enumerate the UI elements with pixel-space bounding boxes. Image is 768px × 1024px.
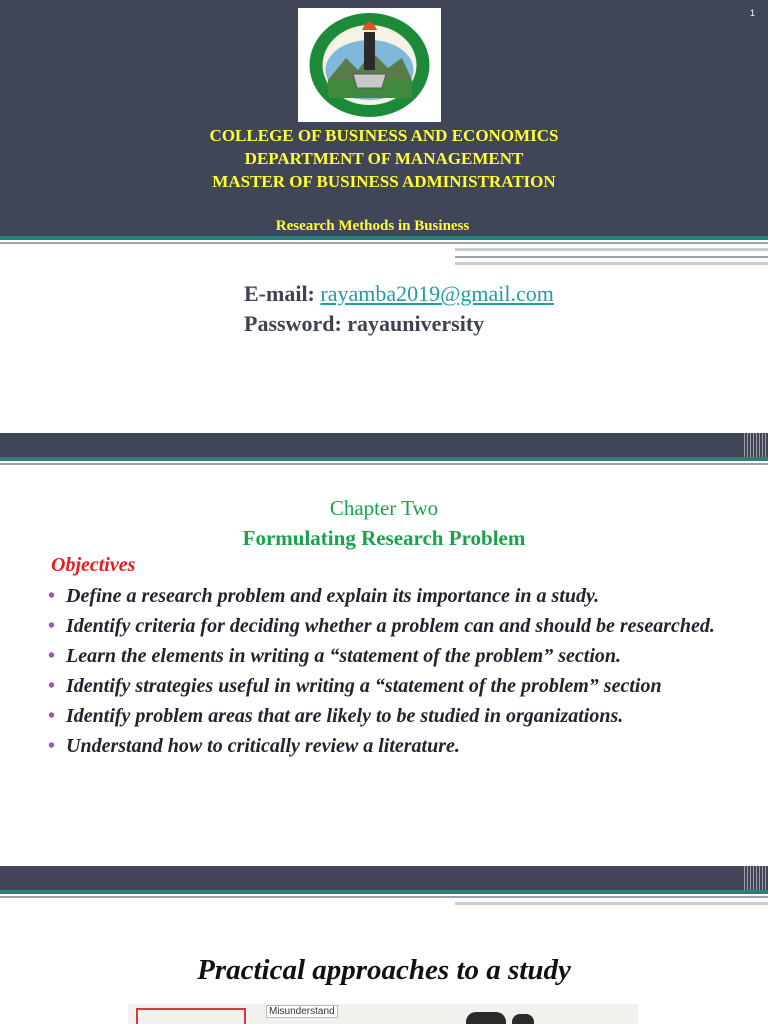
tick-decoration (744, 866, 768, 890)
divider-stripe (0, 896, 768, 898)
diagram-box (136, 1008, 246, 1024)
divider-stripe (455, 256, 768, 258)
diagram-label: Misunderstand (266, 1005, 338, 1018)
objectives-list (48, 583, 723, 763)
department-name: DEPARTMENT OF MANAGEMENT (244, 149, 524, 168)
title-slide (0, 0, 768, 420)
chapter-slide (0, 433, 768, 853)
list-item: • Identify strategies useful in writing a “statement of the problem” section (48, 673, 723, 699)
divider-stripe (0, 890, 768, 894)
chapter-title: Chapter Two (329, 496, 439, 520)
slide-title: Practical approaches to a study (197, 954, 571, 986)
diagram-shape (512, 1014, 534, 1024)
email-label: E-mail: (244, 281, 321, 306)
list-item: • Learn the elements in writing a “statement of the problem” section. (48, 643, 723, 669)
list-item: • Define a research problem and explain its importance in a study. (48, 583, 723, 609)
tick-decoration (744, 433, 768, 457)
divider-stripe (0, 457, 768, 461)
divider-stripe (455, 248, 768, 251)
page-number: 1 (749, 8, 755, 18)
program-name: MASTER OF BUSINESS ADMINISTRATION (212, 172, 556, 191)
diagram-image (128, 1004, 638, 1024)
practical-slide (0, 866, 768, 1024)
divider-stripe (0, 236, 768, 240)
college-name: COLLEGE OF BUSINESS AND ECONOMICS (209, 126, 559, 145)
chapter-subtitle: Formulating Research Problem (242, 526, 526, 550)
diagram-shape (466, 1012, 506, 1024)
list-item: • Understand how to critically review a literature. (48, 733, 723, 759)
email-link[interactable]: rayamba2019@gmail.com (320, 281, 554, 306)
raya-university-seal-icon (298, 8, 441, 122)
list-item: • Identify problem areas that are likely to be studied in organizations. (48, 703, 723, 729)
header-band (0, 433, 768, 457)
header-band (0, 866, 768, 890)
list-item: • Identify criteria for deciding whether a problem can and should be researched. (48, 613, 723, 639)
divider-stripe (0, 242, 768, 244)
password-line: Password: rayauniversity (244, 311, 485, 336)
course-title: Research Methods in Business (275, 218, 470, 234)
divider-stripe (455, 902, 768, 905)
divider-stripe (455, 262, 768, 265)
divider-stripe (0, 463, 768, 465)
objectives-heading: Objectives (51, 554, 136, 576)
email-line (244, 281, 554, 307)
